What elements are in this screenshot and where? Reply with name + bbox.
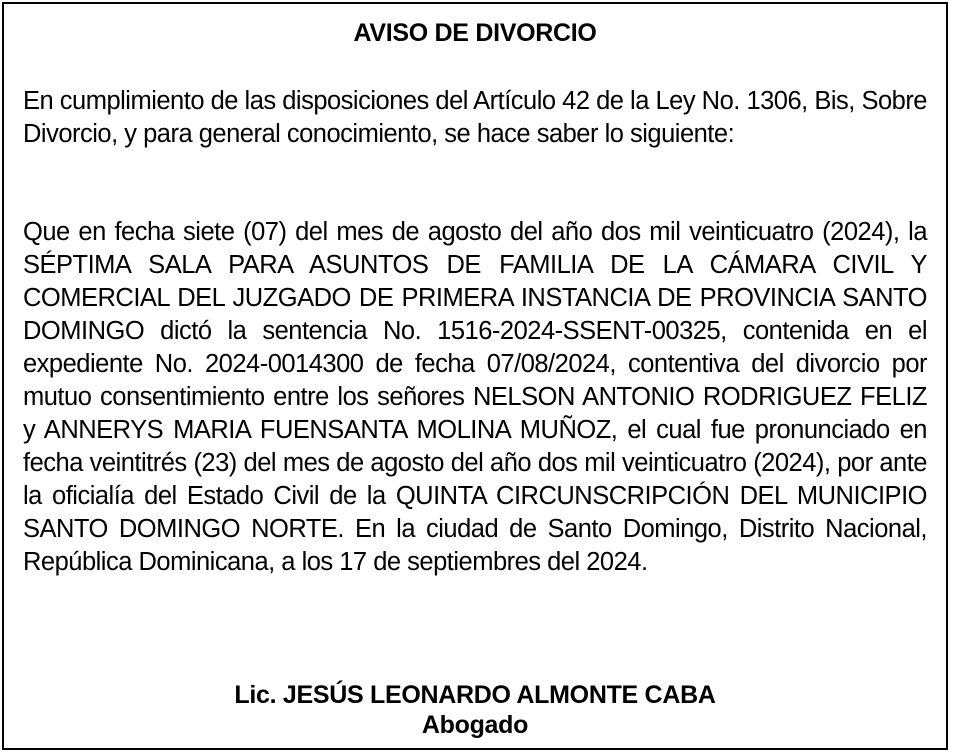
signature-block [4,680,946,740]
signatory-role: Abogado [421,711,529,739]
notice-paragraph-intro: En cumplimiento de las disposiciones del Artículo 42 de la Ley No. 1306, Bis, Sobre Divorcio, y para general conocimiento, se hace saber lo siguiente: [23,87,927,148]
signatory-name: Lic. JESÚS LEONARDO ALMONTE CABA [234,681,716,709]
notice-title: AVISO DE DIVORCIO [353,19,597,47]
notice-paragraph-body: Que en fecha siete (07) del mes de agosto del año dos mil veinticuatro (2024), la SÉPTIMA SALA PARA ASUNTOS DE FAMILIA DE LA CÁMARA CIVIL Y COMERCIAL DEL JUZGADO DE PRIMERA INSTANCIA DE PROVINCIA SANTO DOMINGO dictó la sentencia No. 1516-2024-SSENT-00325, contenida en el expediente No. 2024-0014300 de fecha 07/08/2024, contentiva del divorcio por mutuo consentimiento entre los señores NELSON ANTONIO RODRIGUEZ FELIZ y ANNERYS MARIA FUENSANTA MOLINA MUÑOZ, el cual fue pronunciado en fecha veintitrés (23) del mes de agosto del año dos mil veinticuatro (2024), por ante la oficialía del Estado Civil de la QUINTA CIRCUNSCRIPCIÓN DEL MUNICIPIO SANTO DOMINGO NORTE. En la ciudad de Santo Domingo, Distrito Nacional, República Dominicana, a los 17 de septiembres del 2024. [23,218,927,576]
divorce-notice [2,2,948,750]
